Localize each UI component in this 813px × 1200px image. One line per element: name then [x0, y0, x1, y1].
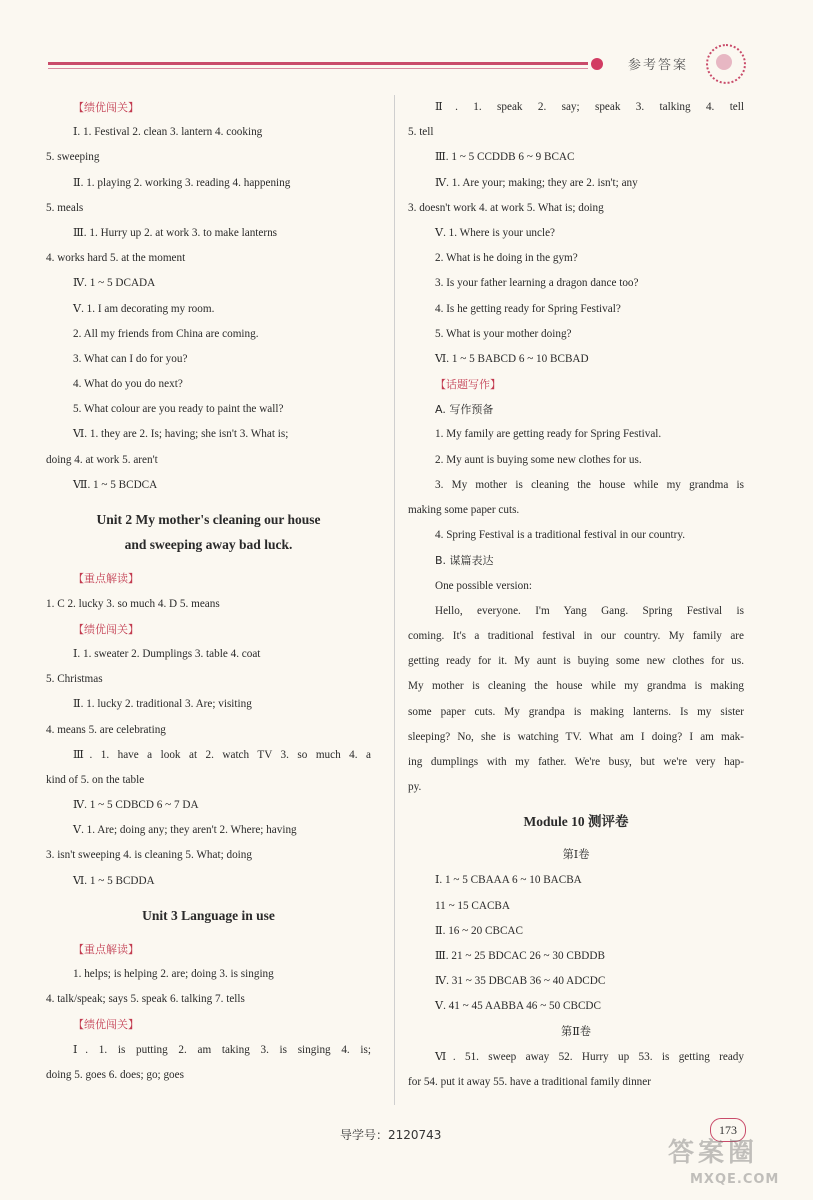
answer-line: Ⅴ. 41 ~ 45 AABBA 46 ~ 50 CBCDC — [435, 1000, 601, 1013]
right-column — [408, 95, 744, 1095]
answer-line: Ⅳ. 31 ~ 35 DBCAB 36 ~ 40 ADCDC — [435, 975, 606, 988]
answer-line: Ⅳ. 1 ~ 5 DCADA — [73, 277, 156, 290]
answer-line: Hello, everyone. I'm Yang Gang. Spring Festival is — [435, 604, 744, 617]
answer-line: 1. C 2. lucky 3. so much 4. D 5. means — [46, 597, 220, 610]
unit-title: and sweeping away bad luck. — [124, 537, 293, 553]
answer-line: 5. Christmas — [46, 673, 103, 686]
answer-line: doing 5. goes 6. does; go; goes — [46, 1068, 184, 1081]
answer-line: 2. What is he doing in the gym? — [435, 252, 578, 265]
section-tag: 【重点解读】 — [73, 942, 139, 956]
unit-title: Unit 3 Language in use — [142, 907, 275, 923]
answer-line: for 54. put it away 55. have a traditional family dinner — [408, 1075, 651, 1088]
answer-line: Ⅲ. 1 ~ 5 CCDDB 6 ~ 9 BCAC — [435, 151, 575, 164]
answer-line: Ⅱ. 1. lucky 2. traditional 3. Are; visiting — [73, 698, 252, 711]
section-tag: 【绩优闯关】 — [73, 101, 139, 114]
answer-line: 4. What do you do next? — [73, 378, 183, 391]
answer-line: Ⅳ. 1. Are your; making; they are 2. isn't; any — [435, 176, 638, 189]
watermark-logo — [650, 1132, 800, 1194]
answer-line: 5. tell — [408, 126, 434, 139]
section-tag: 【重点解读】 — [73, 572, 139, 586]
answer-line: 3. doesn't work 4. at work 5. What is; doing — [408, 201, 604, 214]
answer-line: Ⅳ. 1 ~ 5 CDBCD 6 ~ 7 DA — [73, 799, 199, 812]
answer-line: 3. My mother is cleaning the house while my grandma is — [435, 478, 744, 491]
answer-line: doing 4. at work 5. aren't — [46, 453, 158, 466]
page-number: 173 — [710, 1118, 746, 1142]
answer-line: Ⅵ. 51. sweep away 52. Hurry up 53. is getting ready — [435, 1050, 744, 1063]
answer-line: Ⅰ. 1 ~ 5 CBAAA 6 ~ 10 BACBA — [435, 874, 582, 887]
essay-line: getting ready for it. My aunt is buying some new clothes for us. — [408, 655, 744, 668]
header-label: 参考答案 — [628, 57, 689, 72]
essay-line: My mother is cleaning the house while my grandma is making — [408, 680, 744, 693]
essay-line: coming. It's a traditional festival in our country. My family are — [408, 629, 744, 642]
left-column — [46, 95, 371, 1088]
answer-line: Ⅴ. 1. Are; doing any; they aren't 2. Where; having — [73, 824, 297, 837]
answer-line: 5. What is your mother doing? — [435, 327, 572, 340]
paper-part-label: 第Ⅱ卷 — [561, 1025, 591, 1038]
unit-title: Unit 2 My mother's cleaning our house — [96, 512, 321, 527]
flower-ornament-icon — [706, 44, 746, 84]
answer-line: 4. Is he getting ready for Spring Festival? — [435, 302, 621, 315]
answer-line: 2. My aunt is buying some new clothes for us. — [435, 453, 642, 466]
section-tag: 【绩优闯关】 — [73, 1018, 139, 1032]
answer-line: Ⅰ. 1. Festival 2. clean 3. lantern 4. cooking — [73, 126, 263, 139]
watermark-url: MXQE.COM — [690, 1172, 780, 1187]
answer-line: 11 ~ 15 CACBA — [435, 899, 510, 912]
answer-line: Ⅴ. 1. I am decorating my room. — [73, 302, 215, 315]
header-rule — [48, 62, 588, 65]
answer-line: Ⅰ. 1. is putting 2. am taking 3. is singing 4. is; — [73, 1043, 371, 1056]
answer-line: Ⅵ. 1 ~ 5 BABCD 6 ~ 10 BCBAD — [435, 352, 589, 365]
answer-line: Ⅵ. 1 ~ 5 BCDDA — [73, 874, 155, 887]
answer-line: 3. Is your father learning a dragon dance too? — [435, 277, 639, 290]
answer-line: One possible version: — [435, 579, 532, 592]
answer-line: Ⅱ. 1. playing 2. working 3. reading 4. happening — [73, 176, 291, 189]
answer-line: Ⅲ. 1. have a look at 2. watch TV 3. so much 4. a — [73, 748, 371, 761]
answer-line: Ⅰ. 1. sweater 2. Dumplings 3. table 4. coat — [73, 647, 261, 660]
answer-line: Ⅲ. 21 ~ 25 BDCAC 26 ~ 30 CBDDB — [435, 950, 605, 962]
watermark-cn: 答案圈 — [668, 1138, 759, 1168]
answer-line: 4. talk/speak; says 5. speak 6. talking 7. tells — [46, 993, 245, 1006]
unit-title: Module 10 测评卷 — [523, 814, 629, 830]
answer-line: making some paper cuts. — [408, 504, 520, 516]
answer-line: 3. What can I do for you? — [73, 352, 188, 365]
answer-line: Ⅴ. 1. Where is your uncle? — [435, 226, 556, 239]
answer-line: 4. Spring Festival is a traditional festival in our country. — [435, 529, 686, 542]
subsection-label: B. 谋篇表达 — [435, 554, 494, 568]
answer-line: 5. sweeping — [46, 151, 100, 164]
answer-line: Ⅲ. 1. Hurry up 2. at work 3. to make lanterns — [73, 226, 278, 239]
paper-part-label: 第Ⅰ卷 — [562, 849, 590, 862]
essay-line: sleeping? No, she is watching TV. What am I doing? I am mak- — [408, 730, 744, 743]
answer-line: 3. isn't sweeping 4. is cleaning 5. What; doing — [46, 849, 252, 862]
answer-line: py. — [408, 781, 422, 794]
answer-line: Ⅱ. 16 ~ 20 CBCAC — [435, 924, 523, 937]
answer-line: Ⅱ. 1. speak 2. say; speak 3. talking 4. tell — [435, 101, 744, 113]
subsection-label: A. 写作预备 — [435, 403, 494, 417]
section-tag: 【话题写作】 — [435, 378, 501, 392]
essay-line: ing dumplings with my father. We're busy, but we're very hap- — [408, 755, 744, 768]
answer-line: 5. What colour are you ready to paint the wall? — [73, 403, 284, 416]
answer-line: Ⅵ. 1. they are 2. Is; having; she isn't 3. What is; — [73, 428, 289, 441]
column-divider — [394, 95, 395, 1105]
guide-number: 导学号：2120743 — [340, 1128, 442, 1142]
answer-line: 2. All my friends from China are coming. — [73, 327, 259, 340]
answer-line: Ⅶ. 1 ~ 5 BCDCA — [73, 478, 158, 491]
header-rule-thin — [48, 68, 588, 69]
answer-line: 1. helps; is helping 2. are; doing 3. is singing — [73, 968, 274, 980]
header-dot-icon — [591, 58, 603, 70]
answer-line: 4. means 5. are celebrating — [46, 723, 166, 736]
answer-line: 5. meals — [46, 201, 84, 214]
answer-line: 1. My family are getting ready for Spring Festival. — [435, 428, 662, 441]
answer-line: 4. works hard 5. at the moment — [46, 252, 186, 265]
answer-line: kind of 5. on the table — [46, 773, 145, 786]
essay-line: some paper cuts. My grandpa is making lanterns. Is my sister — [408, 705, 744, 718]
section-tag: 【绩优闯关】 — [73, 622, 139, 636]
